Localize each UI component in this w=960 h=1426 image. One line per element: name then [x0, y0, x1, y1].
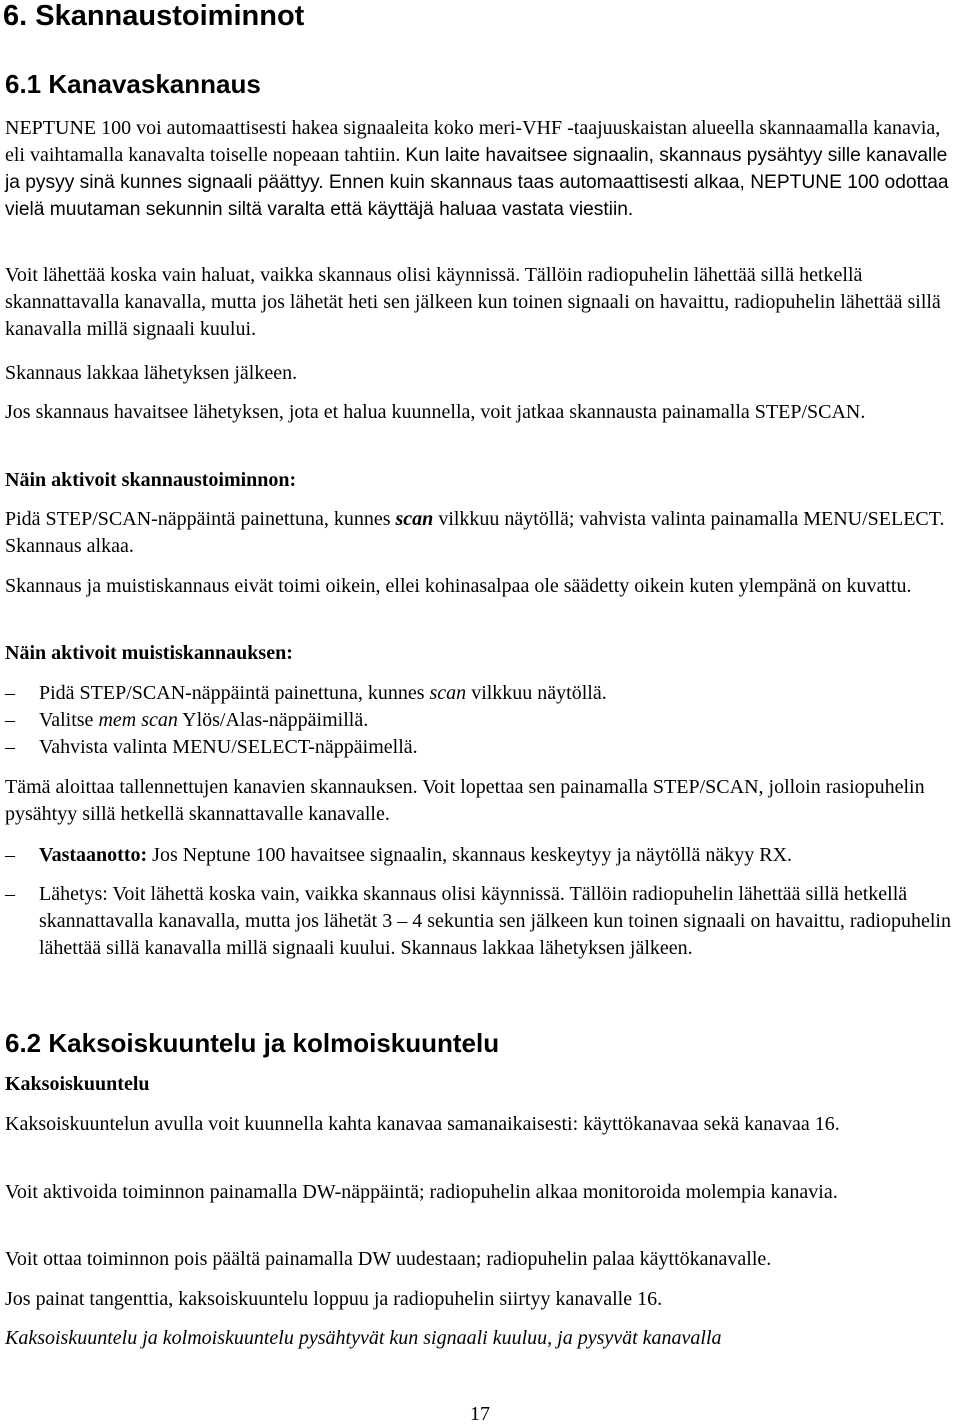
- mem1-text-b: vilkkuu näytöllä.: [471, 682, 607, 704]
- memscan-heading: Näin aktivoit muistiskannauksen:: [5, 642, 293, 664]
- intro-text: NEPTUNE 100 voi automaattisesti hakea signaaleita koko meri-VHF -taajuuskaistan alueella skannaamalla kanavia, eli vaihtamalla kanavalta toiselle nopeaan tahtiin.: [5, 117, 941, 166]
- paragraph-continue: Jos skannaus havaitsee lähetyksen, jota et halua kuunnella, voit jatkaa skannausta painamalla STEP/SCAN.: [5, 401, 866, 423]
- activate-text-a: Pidä STEP/SCAN-näppäintä painettuna, kunnes: [5, 508, 391, 530]
- dash-bullet: –: [5, 709, 15, 731]
- intro-continuation: Kun laite havaitsee signaalin, skannaus pysähtyy sille kanavalle ja pysyy sinä kunnes signaali päättyy. Ennen kuin skannaus taas automaattisesti alkaa, NEPTUNE 100 odottaa vielä muutaman sekunnin siltä varalta että käyttäjä haluaa vastata viestiin.: [5, 145, 949, 220]
- dash-bullet: –: [5, 682, 15, 704]
- paragraph-memscan: Tämä aloittaa tallennettujen kanavien skannauksen. Voit lopettaa sen painamalla STEP/SCAN, jolloin rasiopuhelin pysähtyy sillä hetkellä skannattavalle kanavalle.: [5, 776, 925, 825]
- paragraph-activate: [5, 506, 960, 560]
- activate-heading: Näin aktivoit skannaustoiminnon:: [5, 469, 297, 491]
- paragraph-intro: [5, 115, 960, 223]
- list-item-text: [39, 707, 960, 734]
- paragraph-send: [5, 262, 960, 343]
- scan-keyword: scan: [395, 508, 434, 530]
- dash-bullet: –: [5, 736, 15, 758]
- list-item-text: [39, 842, 960, 869]
- mem1-text-a: Pidä STEP/SCAN-näppäintä painettuna, kunnes: [39, 682, 425, 704]
- paragraph-dw-5: Kaksoiskuuntelu ja kolmoiskuuntelu pysähtyvät kun signaali kuuluu, ja pysyvät kanavalla: [5, 1327, 722, 1349]
- page-number: 17: [470, 1403, 490, 1425]
- dash-bullet: –: [5, 844, 15, 866]
- mem2-text-a: Valitse: [39, 709, 94, 731]
- paragraph-stop: Skannaus lakkaa lähetyksen jälkeen.: [5, 362, 298, 384]
- dash-bullet: –: [5, 883, 15, 905]
- list-item-text: [39, 680, 960, 707]
- rx-text: Jos Neptune 100 havaitsee signaalin, skannaus keskeytyy ja näytöllä näkyy RX.: [152, 844, 793, 866]
- paragraph-dw-1: Kaksoiskuuntelun avulla voit kuunnella kahta kanavaa samanaikaisesti: käyttökanavaa sekä kanavaa 16.: [5, 1113, 840, 1135]
- mem-scan-keyword: mem scan: [98, 709, 178, 731]
- paragraph-dw-2: Voit aktivoida toiminnon painamalla DW-näppäintä; radiopuhelin alkaa monitoroida molempia kanavia.: [5, 1181, 838, 1203]
- chapter-heading: 6. Skannaustoiminnot: [3, 0, 305, 32]
- list-item-text: Vahvista valinta MENU/SELECT-näppäimellä.: [39, 736, 418, 758]
- paragraph-dw-3: Voit ottaa toiminnon pois päältä painamalla DW uudestaan; radiopuhelin palaa käyttökanavalle.: [5, 1248, 772, 1270]
- paragraph-dw-4: Jos painat tangenttia, kaksoiskuuntelu loppuu ja radiopuhelin siirtyy kanavalle 16.: [5, 1288, 663, 1310]
- scan-keyword: scan: [429, 682, 467, 704]
- paragraph-squelch: Skannaus ja muistiskannaus eivät toimi oikein, ellei kohinasalpaa ole säädetty oikein kuten ylempänä on kuvattu.: [5, 575, 912, 597]
- list-item-text: Lähetys: Voit lähettä koska vain, vaikka skannaus olisi käynnissä. Tällöin radiopuhelin lähettää sillä hetkellä skannattavalla kanavalla, mutta jos lähetät 3 – 4 sekuntia sen jälkeen kun toinen signaali on havaittu, radiopuhelin lähettää sillä kanavalla millä signaali kuului. Skannaus lakkaa lähetyksen jälkeen.: [39, 883, 951, 959]
- send-text-b: Tällöin radiopuhelin lähettää sillä hetkellä skannattavalla kanavalla, mutta jos lähetät heti sen jälkeen kun toinen signaali on havaittu, radiopuhelin lähettää sillä kanavalla millä signaali kuului.: [5, 264, 941, 340]
- section-heading-6-1: 6.1 Kanavaskannaus: [5, 69, 261, 99]
- mem2-text-b: Ylös/Alas-näppäimillä.: [182, 709, 369, 731]
- subheading-kaksoiskuuntelu: Kaksoiskuuntelu: [5, 1073, 150, 1095]
- send-text-a: Voit lähettää koska vain haluat, vaikka skannaus olisi käynnissä.: [5, 264, 521, 286]
- activate-text-b: vilkkuu näytöllä; vahvista valinta painamalla MENU/SELECT. Skannaus alkaa.: [5, 508, 945, 557]
- section-heading-6-2: 6.2 Kaksoiskuuntelu ja kolmoiskuuntelu: [5, 1028, 500, 1058]
- rx-label: Vastaanotto:: [39, 844, 148, 866]
